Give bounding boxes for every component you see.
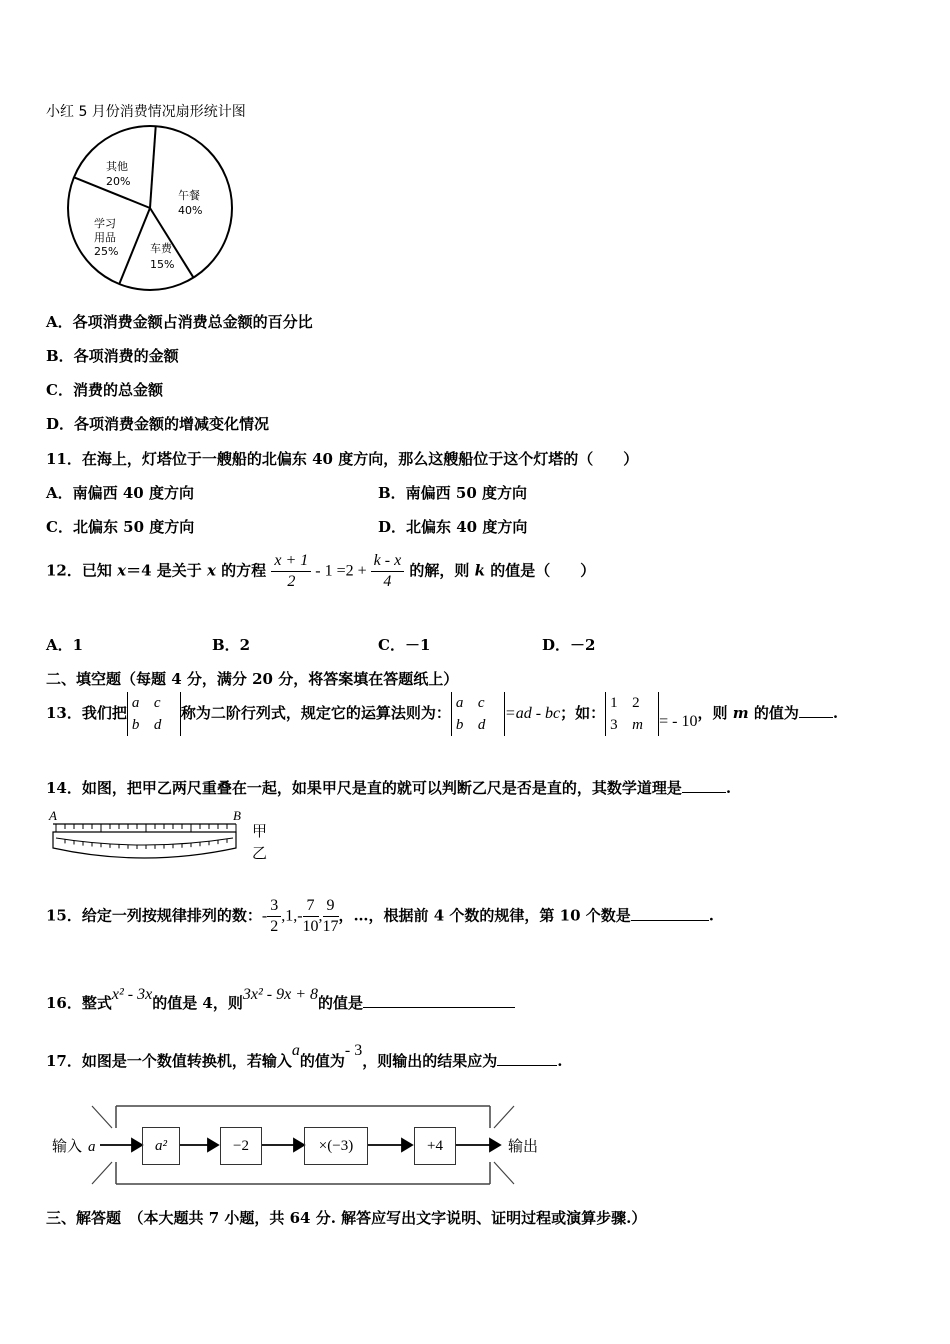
- det1-b: b: [131, 717, 140, 733]
- q13-stem: [46, 692, 838, 736]
- ruler-point-a: A: [49, 808, 57, 823]
- q14-stem: [46, 777, 731, 798]
- q15-post: ，…，根据前 4 个数的规律，第 10 个数是: [338, 906, 631, 925]
- q13-determinant-1: [127, 692, 181, 736]
- machine-step-minus-2: −2: [220, 1127, 262, 1165]
- pie-chart: [60, 122, 250, 292]
- q15-f1-num: 3: [267, 896, 281, 917]
- ruler-label-jia: 甲: [252, 822, 268, 840]
- q13-end: .: [832, 704, 839, 722]
- chart-title: 小红 5 月份消费情况扇形统计图: [46, 104, 246, 120]
- det1-c: c: [153, 695, 161, 711]
- q15-comma: ,: [318, 907, 323, 925]
- machine-input-label: 输入: [52, 1137, 83, 1155]
- q15-f2-num: 7: [303, 896, 319, 917]
- section-2-heading: 二、填空题（每题 4 分，满分 20 分，将答案填在答题纸上）: [46, 670, 459, 688]
- q13-post2: 的值为: [748, 704, 799, 722]
- q15-stem: [46, 896, 714, 937]
- pie-label-study-1: 学习: [94, 217, 116, 230]
- q12-k: k: [474, 561, 486, 580]
- q15-f3-num: 9: [323, 896, 339, 917]
- q10-option-a: A．各项消费金额占消费总金额的百分比: [46, 313, 313, 331]
- q11-stem: 11．在海上，灯塔位于一艘船的北偏东 40 度方向，那么这艘船位于这个灯塔的（ ）: [46, 450, 639, 468]
- det2-d: d: [477, 717, 486, 733]
- q12-pre: 12．已知: [46, 561, 118, 580]
- q16-pre: 16．整式: [46, 994, 112, 1012]
- q17-mid: 的值为: [299, 1052, 345, 1070]
- section-3-heading: 三、解答题 （本大题共 7 小题，共 64 分. 解答应写出文字说明、证明过程或演算步骤.）: [46, 1209, 647, 1227]
- q12-f1-num: x + 1: [271, 551, 311, 572]
- q14-end: .: [725, 779, 732, 797]
- q17-post: ，则输出的结果应为: [362, 1052, 498, 1070]
- q10-option-c: C．消费的总金额: [46, 381, 163, 399]
- q16-post: 的值是: [318, 994, 364, 1012]
- q15-fraction-1: [267, 896, 281, 937]
- q16-expression-1: x² - 3x: [111, 986, 153, 1003]
- ruler-label-yi: 乙: [252, 844, 268, 862]
- q11-option-a: A．南偏西 40 度方向: [46, 484, 194, 502]
- q13-mid: 称为二阶行列式，规定它的运算法则为：: [180, 704, 451, 722]
- det1-a: a: [131, 695, 140, 711]
- q12-xvar: x: [206, 561, 216, 580]
- q12-mid: 的方程: [215, 561, 267, 580]
- q15-f3-den: 17: [322, 918, 339, 935]
- q12-f2-den: 4: [383, 573, 392, 590]
- pie-slice-boundary-2: [119, 208, 150, 284]
- q17-value: - 3: [344, 1042, 363, 1059]
- q15-fraction-2: [303, 896, 319, 937]
- det2-a: a: [455, 695, 464, 711]
- machine-input-var: a: [88, 1139, 96, 1155]
- q14-text: 14．如图，把甲乙两尺重叠在一起，如果甲尺是直的就可以判断乙尺是否是直的，其数学道理是: [46, 779, 682, 797]
- q13-post1: ，则: [697, 704, 733, 722]
- det3-m: m: [632, 717, 643, 733]
- q12-option-a: A．1: [46, 636, 84, 654]
- q17-answer-blank[interactable]: [497, 1051, 557, 1066]
- det2-b: b: [455, 717, 464, 733]
- q15-f2-den: 10: [302, 918, 319, 935]
- q14-answer-blank[interactable]: [682, 778, 726, 793]
- q17-end: .: [557, 1052, 563, 1070]
- q17-stem: [46, 1042, 563, 1071]
- q11-option-d: D．北偏东 40 度方向: [378, 518, 528, 536]
- ruler-point-b: B: [233, 808, 241, 823]
- conversion-machine: [44, 1100, 554, 1190]
- q17-pre: 17．如图是一个数值转换机，若输入: [46, 1052, 292, 1070]
- ruler-figure: [44, 808, 276, 870]
- q12-option-b: B．2: [212, 636, 251, 654]
- pie-label-other: 其他: [106, 160, 128, 173]
- det1-d: d: [153, 717, 162, 733]
- q15-neg: -: [261, 907, 268, 925]
- q11-option-c: C．北偏东 50 度方向: [46, 518, 195, 536]
- det2-c: c: [477, 695, 485, 711]
- det3-2: 2: [632, 695, 640, 711]
- q12-x: x: [117, 561, 127, 580]
- q12-eq: ＝4 是关于: [126, 561, 207, 580]
- q12-fraction-2: [371, 551, 405, 592]
- q13-eq: = - 10: [659, 713, 698, 730]
- q16-expression-2: 3x² - 9x + 8: [242, 986, 318, 1003]
- q15-end: .: [708, 906, 714, 925]
- q16-answer-blank[interactable]: [363, 993, 515, 1008]
- q12-post1: 的解，则: [404, 561, 475, 580]
- pie-pct-other: 20%: [106, 175, 131, 188]
- q12-middle: - 1 =2 +: [311, 562, 371, 580]
- det3-3: 3: [610, 717, 618, 733]
- pie-slice-boundary-0: [150, 126, 156, 208]
- q13-ru: ；如：: [560, 704, 606, 722]
- machine-step-times-neg3: ×(−3): [304, 1127, 368, 1165]
- q12-stem: [46, 551, 595, 592]
- q15-fraction-3: [323, 896, 339, 937]
- q13-pre: 13．我们把: [46, 704, 127, 722]
- pie-label-fare: 车费: [150, 242, 172, 255]
- det3-1: 1: [610, 695, 618, 711]
- q12-option-c: C．－1: [378, 636, 431, 654]
- q10-option-b: B．各项消费的金额: [46, 347, 179, 365]
- machine-step-square: a²: [142, 1127, 180, 1165]
- machine-output-label: 输出: [508, 1137, 539, 1155]
- pie-label-lunch: 午餐: [178, 189, 200, 202]
- q17-a: a: [291, 1042, 300, 1059]
- q10-option-d: D．各项消费金额的增减变化情况: [46, 415, 270, 433]
- q13-m: m: [732, 704, 749, 722]
- q13-determinant-2: [451, 692, 505, 736]
- q13-answer-blank[interactable]: [799, 703, 833, 718]
- q13-formula: =ad - bc: [504, 705, 561, 722]
- machine-step-plus-4: +4: [414, 1127, 456, 1165]
- pie-label-study-2: 用品: [94, 231, 116, 244]
- q16-stem: [46, 986, 515, 1013]
- q11-option-b: B．南偏西 50 度方向: [378, 484, 527, 502]
- pie-pct-study: 25%: [94, 245, 119, 258]
- q12-f1-den: 2: [287, 573, 296, 590]
- q12-option-d: D．－2: [542, 636, 596, 654]
- pie-pct-fare: 15%: [150, 258, 175, 271]
- q15-pre: 15．给定一列按规律排列的数：: [46, 906, 262, 925]
- q13-determinant-3: [605, 692, 659, 736]
- q12-post2: 的值是（ ）: [485, 561, 596, 580]
- q12-fraction-1: [271, 551, 311, 592]
- q15-answer-blank[interactable]: [631, 906, 709, 921]
- q16-mid: 的值是 4，则: [152, 994, 243, 1012]
- q15-one: ,1,-: [281, 907, 303, 925]
- q15-f1-den: 2: [270, 918, 279, 935]
- pie-pct-lunch: 40%: [178, 204, 203, 217]
- q12-f2-num: k - x: [371, 551, 405, 572]
